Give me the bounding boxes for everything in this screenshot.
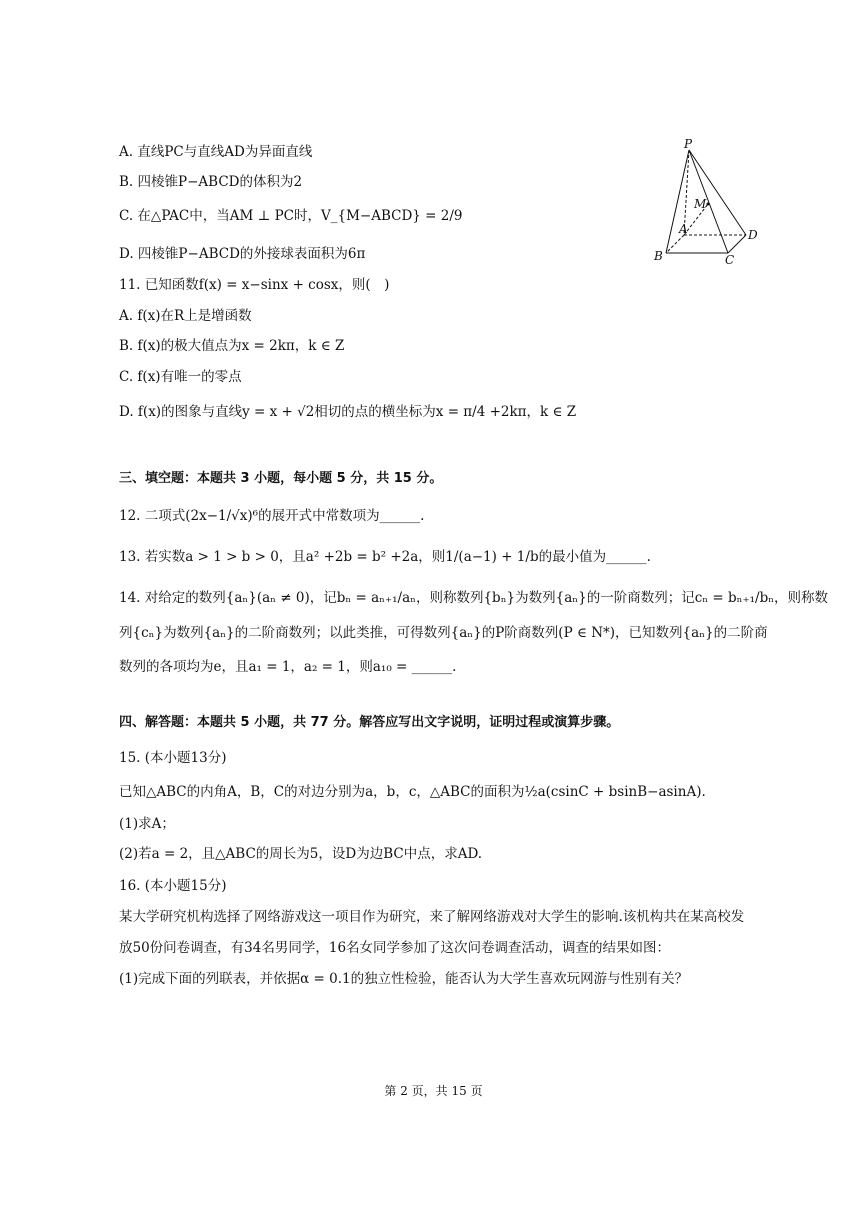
q14-line-1: 14. 对给定的数列{aₙ}(aₙ ≠ 0)，记bₙ = aₙ₊₁/aₙ，则称数列{bₙ}为数列{aₙ}的一阶商数列；记cₙ = bₙ₊₁/bₙ，则称数 bbox=[119, 590, 829, 606]
q16-line-2: 放50份问卷调查，有34名男同学，16名女同学参加了这次问卷调查活动，调查的结果如图： bbox=[119, 940, 671, 956]
figure-label-a: A bbox=[679, 222, 688, 236]
q15-stem: 已知△ABC的内角A，B，C的对边分别为a，b，c，△ABC的面积为½a(csinC + bsinB−asinA). bbox=[119, 784, 706, 800]
q16-part-1: (1)完成下面的列联表，并依据α = 0.1的独立性检验，能否认为大学生喜欢玩网游与性别有关？ bbox=[119, 971, 689, 987]
q12-text: 12. 二项式(2x−1/√x)⁶的展开式中常数项为______. bbox=[119, 508, 425, 524]
figure-label-d: D bbox=[748, 228, 758, 242]
q15-title: 15. (本小题13分) bbox=[119, 750, 227, 766]
q11-stem: 11. 已知函数f(x) = x−sinx + cosx，则( ) bbox=[119, 277, 390, 293]
q16-title: 16. (本小题15分) bbox=[119, 878, 227, 894]
q11-option-b: B. f(x)的极大值点为x = 2kπ，k ∈ Z bbox=[119, 338, 345, 354]
section4-header: 四、解答题：本题共 5 小题，共 77 分。解答应写出文字说明，证明过程或演算步骤。 bbox=[119, 715, 620, 730]
q10-option-d: D. 四棱锥P−ABCD的外接球表面积为6π bbox=[119, 246, 366, 262]
q11-option-c: C. f(x)有唯一的零点 bbox=[119, 369, 242, 385]
q15-part-2: (2)若a = 2，且△ABC的周长为5，设D为边BC中点，求AD. bbox=[119, 846, 483, 862]
figure-label-p: P bbox=[684, 137, 693, 151]
page-footer: 第 2 页，共 15 页 bbox=[384, 1084, 483, 1098]
q14-line-3: 数列的各项均为e，且a₁ = 1，a₂ = 1，则a₁₀ = ______. bbox=[119, 659, 457, 675]
figure-label-m: M bbox=[694, 197, 707, 211]
pyramid-figure bbox=[646, 136, 768, 266]
q16-line-1: 某大学研究机构选择了网络游戏这一项目作为研究，来了解网络游戏对大学生的影响.该机构共在某高校发 bbox=[119, 909, 745, 925]
q14-line-2: 列{cₙ}为数列{aₙ}的二阶商数列；以此类推，可得数列{aₙ}的P阶商数列(P ∈ N*)，已知数列{aₙ}的二阶商 bbox=[119, 625, 768, 641]
figure-label-c: C bbox=[725, 253, 735, 266]
q10-option-a: A. 直线PC与直线AD为异面直线 bbox=[119, 144, 313, 160]
q10-option-c: C. 在△PAC中，当AM ⊥ PC时，V_{M−ABCD} = 2/9 bbox=[119, 208, 463, 224]
q13-text: 13. 若实数a > 1 > b > 0，且a² +2b = b² +2a，则1/(a−1) + 1/b的最小值为______. bbox=[119, 549, 651, 565]
section3-header: 三、填空题：本题共 3 小题，每小题 5 分，共 15 分。 bbox=[119, 471, 443, 486]
q10-option-b: B. 四棱锥P−ABCD的体积为2 bbox=[119, 174, 303, 190]
q11-option-d: D. f(x)的图象与直线y = x + √2相切的点的横坐标为x = π/4 +2kπ，k ∈ Z bbox=[119, 404, 577, 420]
q11-option-a: A. f(x)在R上是增函数 bbox=[119, 308, 252, 324]
q15-part-1: (1)求A； bbox=[119, 816, 175, 832]
figure-label-b: B bbox=[654, 249, 663, 263]
